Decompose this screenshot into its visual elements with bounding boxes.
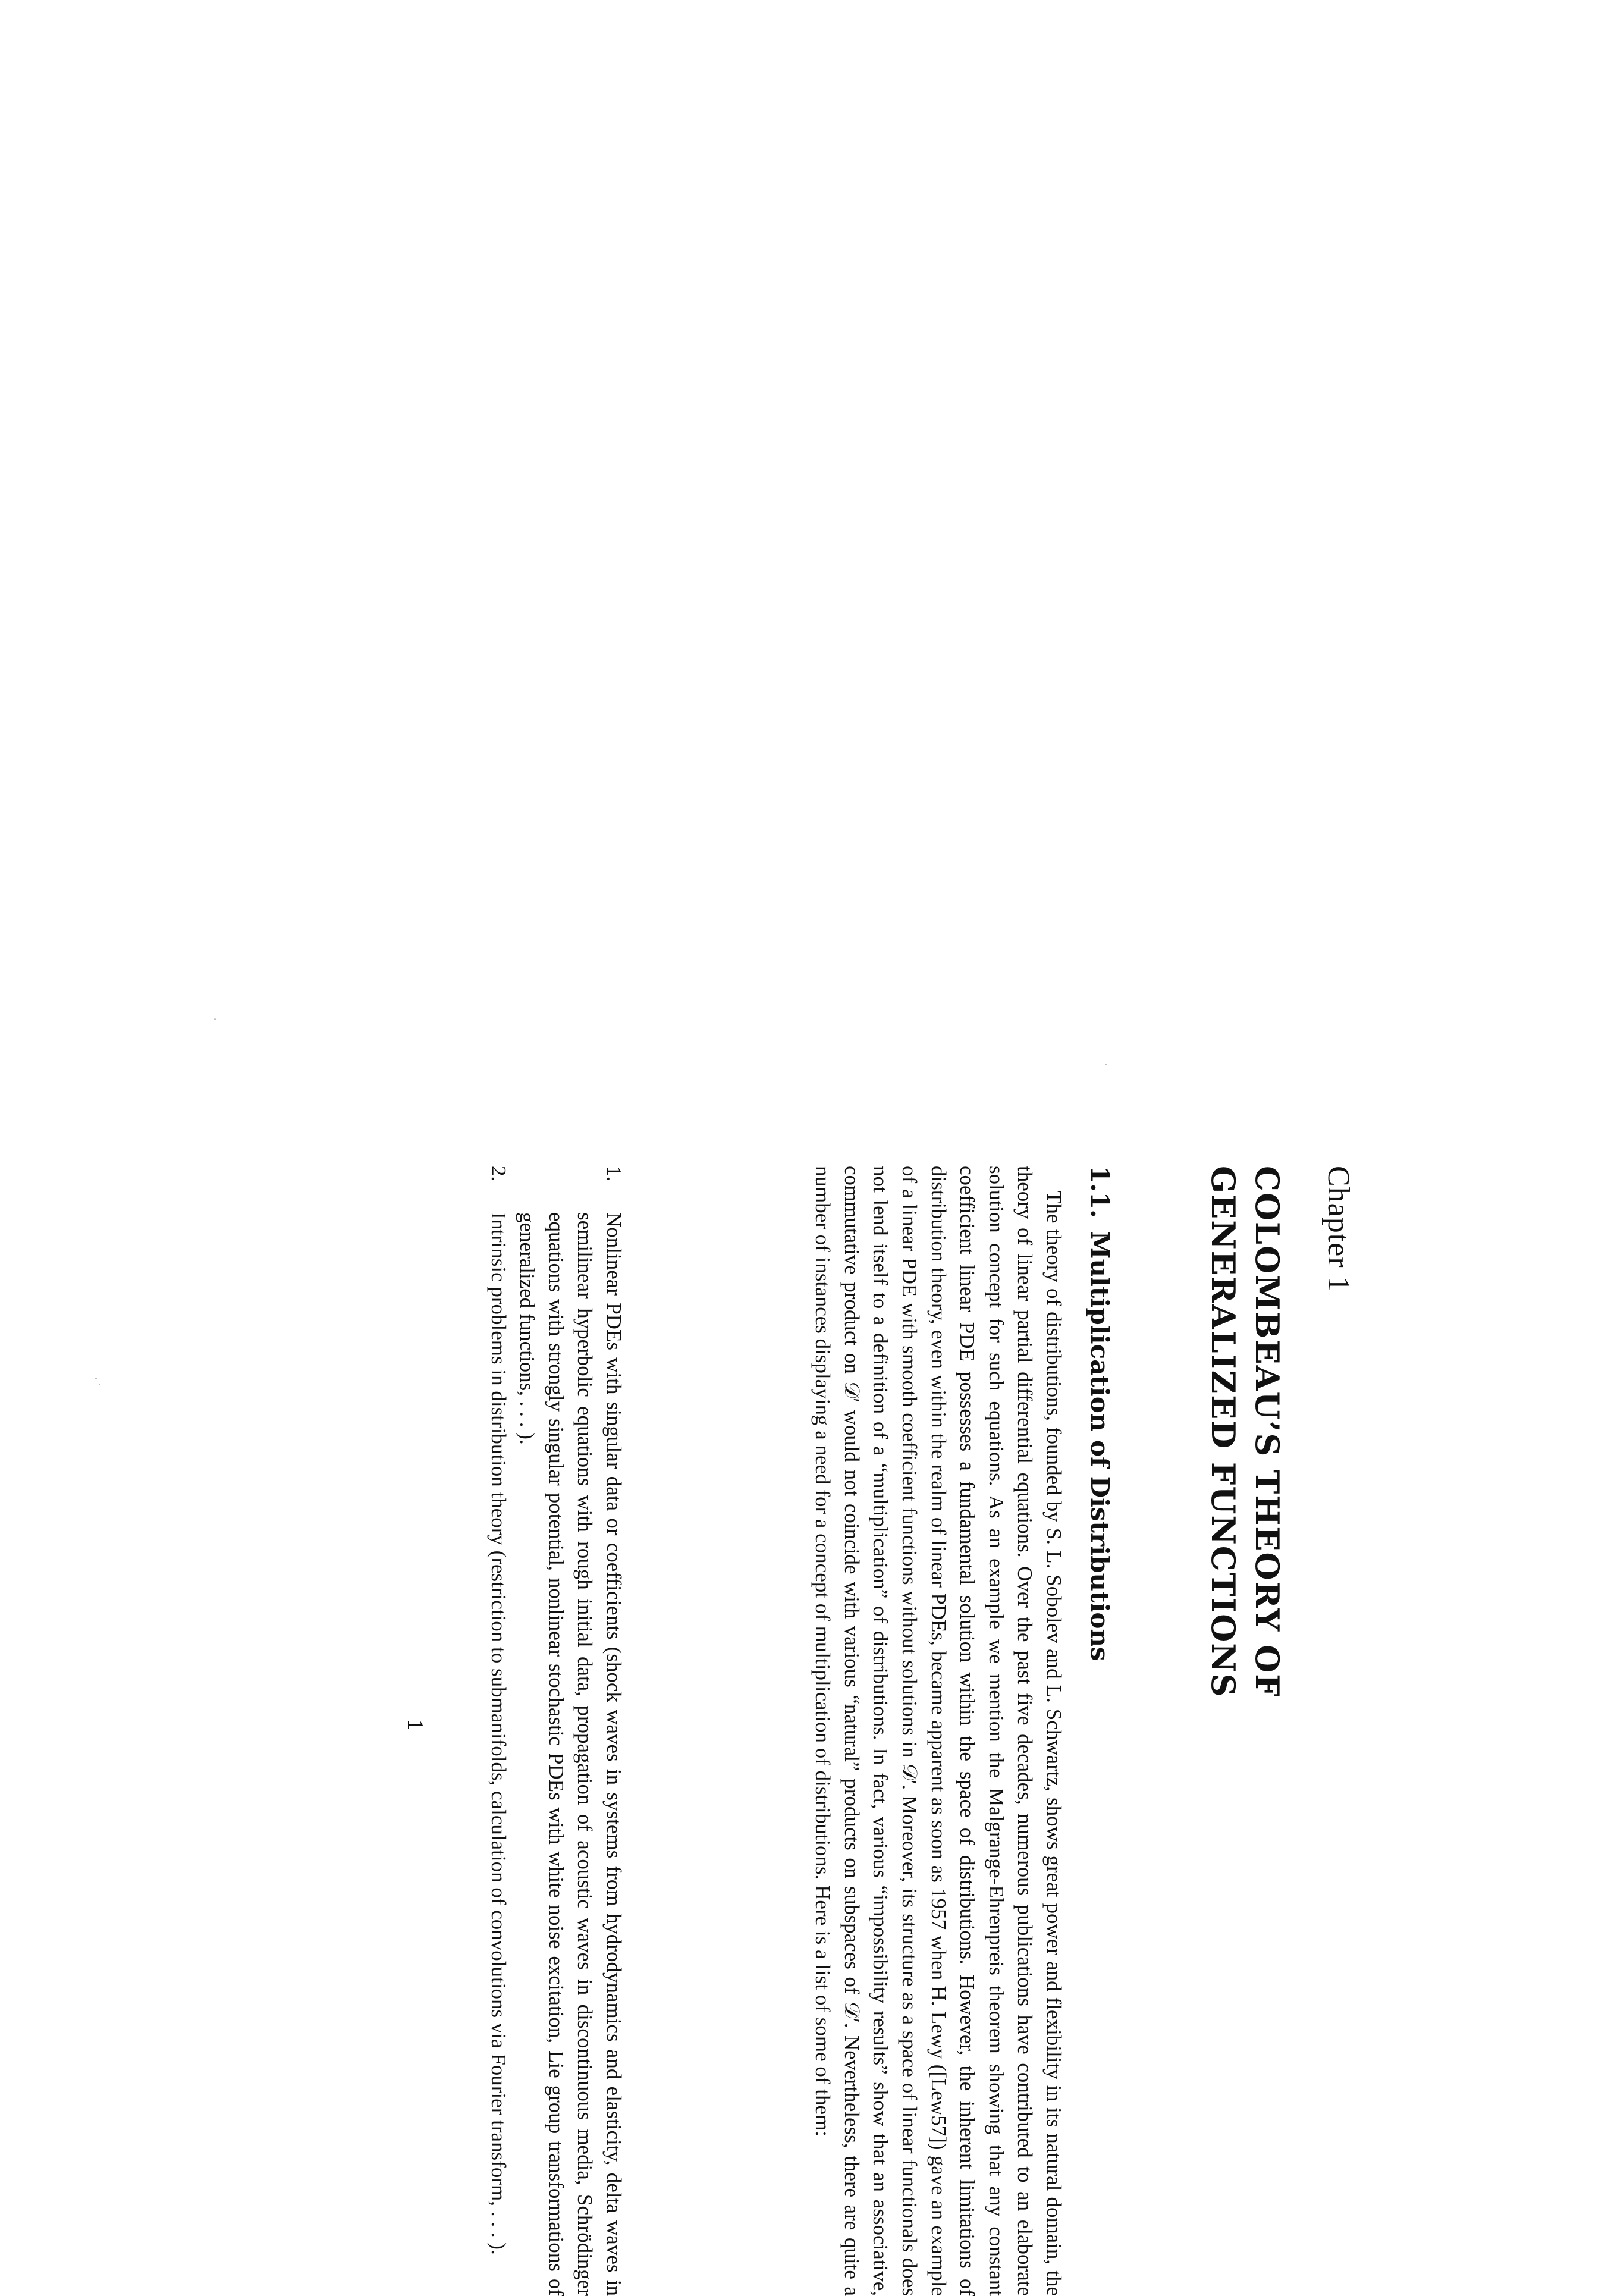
body-paragraph: The theory of distributions, founded by S. L. Sobolev and L. Schwartz, shows great power and flexibility in its natural domain, the theory of linear partial differential equations. Over the past five decades, numerous publications have contributed to an elaborate solution concept for such equations. As an example we mention the Malgrange-Ehrenpreis theorem showing that any constant coefficient linear PDE possesses a fundamental solution within the space of distributions. However, the inherent limitations of distribution theory, even within the realm of linear PDEs, became apparent as soon as 1957 when H. Lewy ([Lew57]) gave an example of a linear PDE with smooth coefficient functions without solutions in 𝒟′. Moreover, its structure as a space of linear functionals does not lend itself to a definition of a “multiplication” of distributions. In fact, various “impossibility results” show that an associative, commutative product on 𝒟′ would not coincide with various “natural” products on subspaces of 𝒟′. Nevertheless, there are quite a number of instances displaying a need for a concept of multiplication of distributions. Here is a list of some of them: bbox=[811, 1166, 1066, 2296]
list-marker: 2. bbox=[486, 1166, 510, 1182]
scan-speck bbox=[214, 1018, 216, 1020]
rotated-page bbox=[404, 1166, 1356, 2296]
page-number: 1 bbox=[403, 1719, 428, 1730]
section-title: Multiplication of Distributions bbox=[1085, 1231, 1114, 1661]
section-heading bbox=[1085, 1166, 1114, 1661]
scan-speck bbox=[99, 1384, 100, 1385]
list-item bbox=[513, 1166, 628, 2296]
list-item-text: Intrinsic problems in distribution theory (restriction to submanifolds, calculation of convolutions via Fourier transform, . . . ). bbox=[486, 1212, 510, 2255]
list-marker: 1. bbox=[602, 1166, 626, 1182]
section-number: 1.1. bbox=[1085, 1166, 1114, 1218]
chapter-label: Chapter 1 bbox=[1321, 1166, 1355, 1293]
list-item bbox=[483, 1166, 513, 2296]
chapter-title: COLOMBEAU’S THEORY OF GENERALIZED FUNCTIONS bbox=[1204, 1166, 1286, 1698]
problem-list bbox=[483, 1166, 628, 2296]
list-item-text: Nonlinear PDEs with singular data or coefficients (shock waves in systems from hydrodynamics and elasticity, delta waves in semilinear hyperbolic equations with rough initial data, propagation of acoustic waves in discontinuous media, Schrödinger equations with strongly singular potential, nonlinear stochastic PDEs with white noise excitation, Lie group transformations of generalized functions, . . . ). bbox=[516, 1212, 626, 2296]
scan-speck bbox=[95, 1378, 97, 1379]
scan-speck bbox=[1105, 1064, 1107, 1065]
